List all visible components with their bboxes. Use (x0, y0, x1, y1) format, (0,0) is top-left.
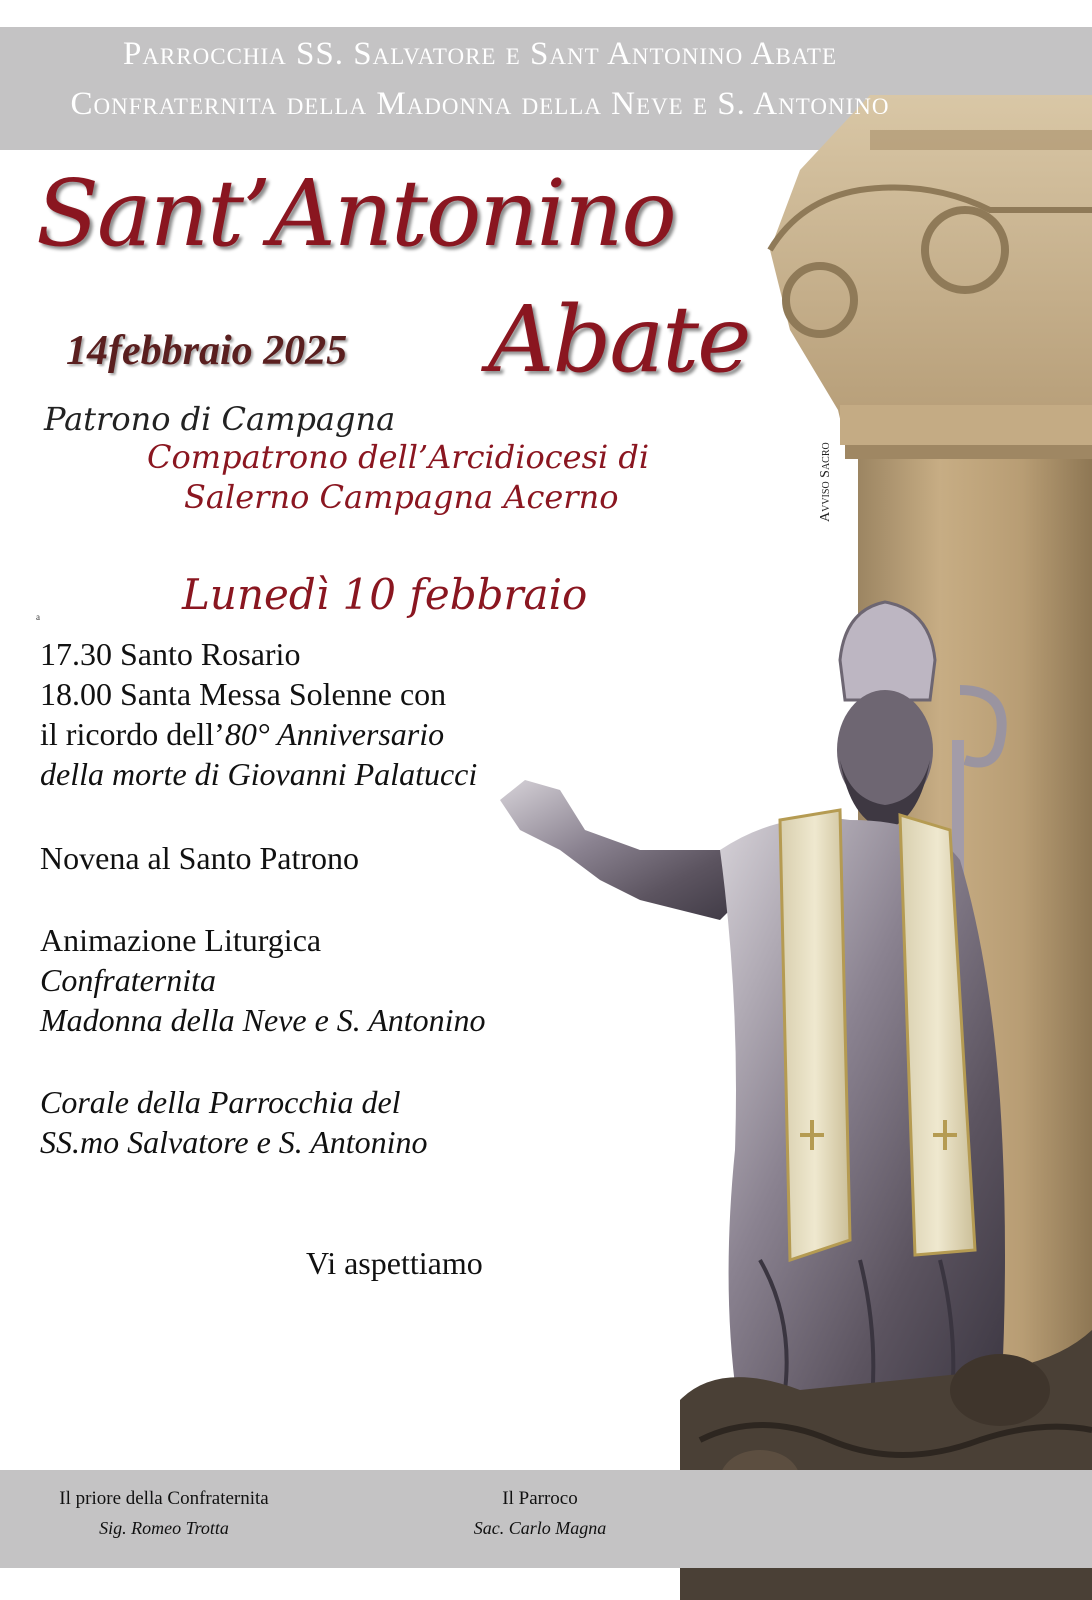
schedule-palatucci: della morte di Giovanni Palatucci (40, 756, 478, 792)
footer-priest-name: Sac. Carlo Magna (473, 1518, 607, 1538)
footer-priest-title: Il Parroco (502, 1488, 578, 1509)
subtitle-compatrono-line1: Compatrono dell’Arcidiocesi di (147, 438, 650, 476)
avviso-sacro-note: Avviso Sacro (818, 442, 833, 522)
subtitle-patrono: Patrono di Campagna (44, 400, 396, 438)
closing-line: Vi aspettiamo (306, 1245, 483, 1281)
header-confraternity-name: Confraternita della Madonna della Neve e S. Antonino (70, 86, 890, 122)
schedule-ricordo (40, 716, 444, 753)
schedule-messa: 18.00 Santa Messa Solenne con (40, 676, 447, 712)
animazione-line: Animazione Liturgica (40, 922, 322, 958)
novena-line: Novena al Santo Patrono (40, 840, 360, 876)
subtitle-compatrono-line2: Salerno Campagna Acerno (184, 478, 619, 516)
main-title-line1: Sant’Antonino (36, 160, 675, 267)
schedule-rosario: 17.30 Santo Rosario (40, 636, 301, 672)
schedule-ricordo-prefix: il ricordo dell’ (40, 716, 225, 752)
corale-line1: Corale della Parrocchia del (40, 1084, 401, 1120)
feast-date: 14febbraio 2025 (66, 328, 348, 374)
footer-prior-title: Il priore della Confraternita (59, 1488, 269, 1509)
corale-line2: SS.mo Salvatore e S. Antonino (40, 1124, 428, 1160)
header-parish-name: Parrocchia SS. Salvatore e Sant Antonino Abate (122, 36, 838, 72)
tiny-marker: a (36, 612, 40, 622)
schedule-anniversario: 80° Anniversario (224, 716, 445, 752)
main-title-line2: Abate (488, 286, 750, 393)
confraternita-line1: Confraternita (40, 962, 217, 998)
confraternita-line2: Madonna della Neve e S. Antonino (40, 1002, 486, 1038)
footer-prior-name: Sig. Romeo Trotta (99, 1518, 229, 1538)
event-day: Lunedì 10 febbraio (182, 570, 588, 619)
